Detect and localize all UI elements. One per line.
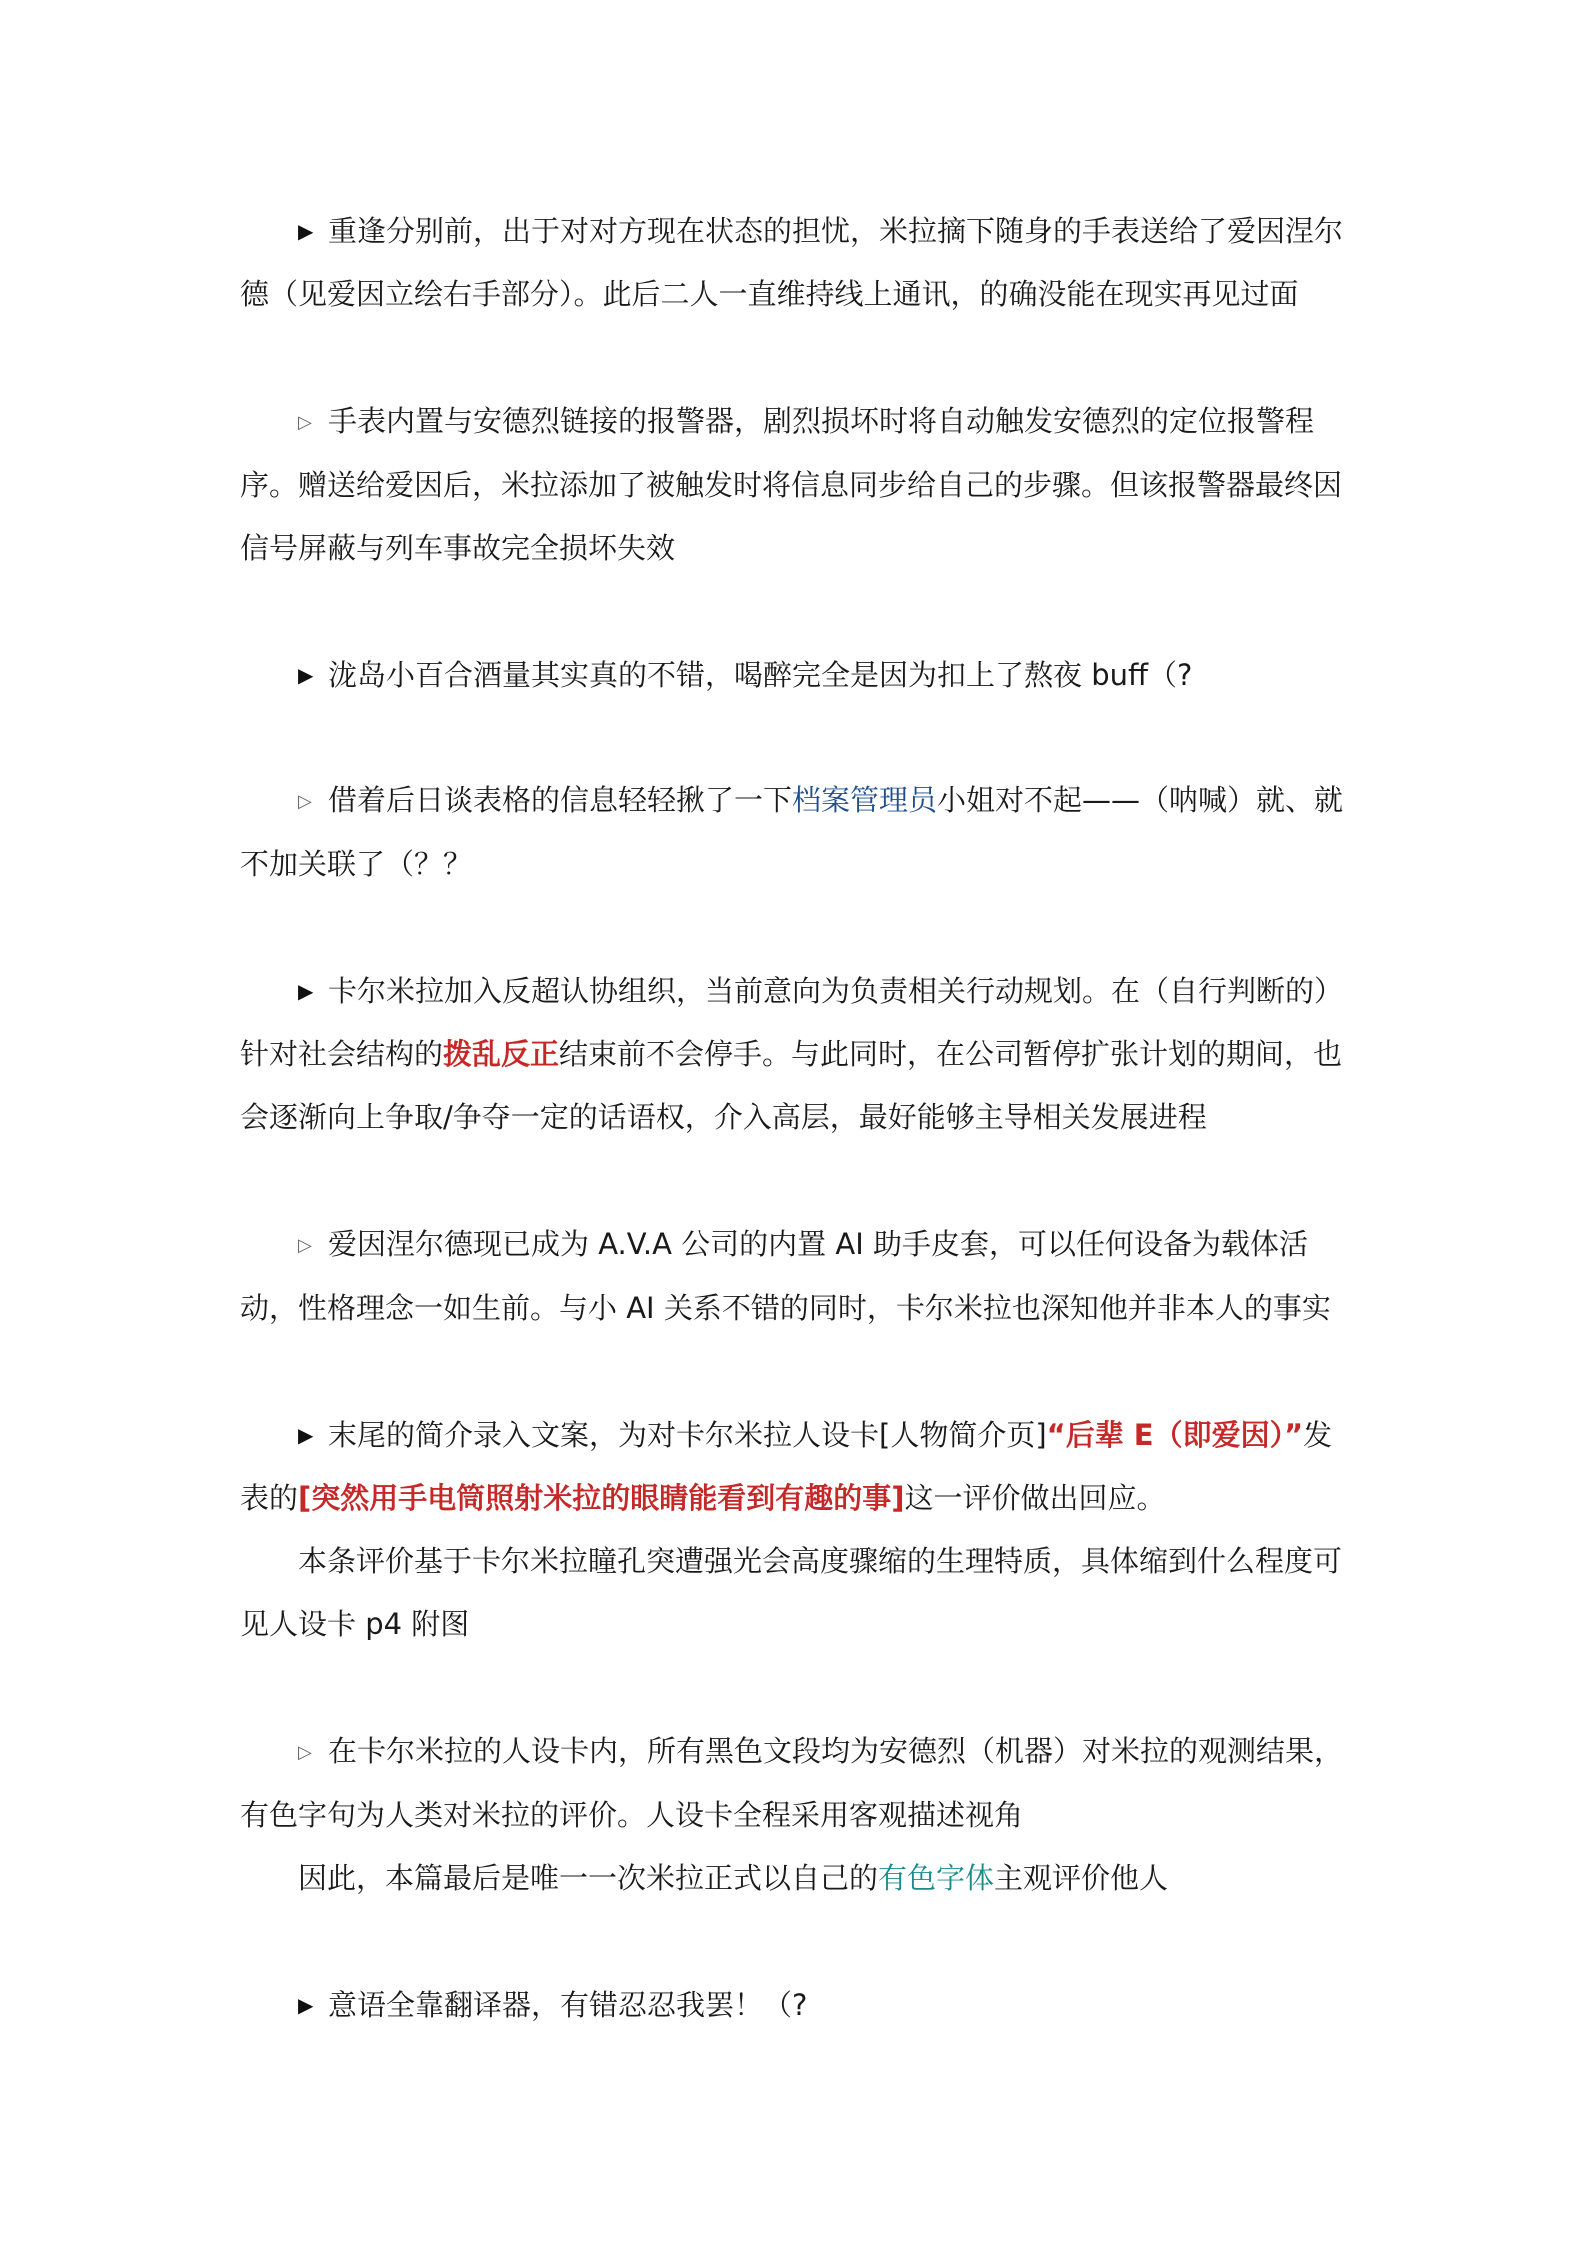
- note-8-follow-b: 主观评价他人: [994, 1861, 1169, 1895]
- note-9-text: 意语全靠翻译器，有错忍忍我罢！（?: [328, 1988, 808, 2022]
- note-3: [240, 644, 1360, 707]
- note-7-quote: “后辈 E（即爱因）”: [1046, 1418, 1304, 1452]
- note-9: [240, 1974, 1360, 2037]
- note-8-follow: [240, 1847, 1360, 1910]
- note-1: [240, 200, 1360, 326]
- note-5-highlight: 拨乱反正: [443, 1037, 560, 1071]
- filled-triangle-bullet-icon: ▶: [298, 219, 314, 243]
- note-7-bracket: [突然用手电筒照射米拉的眼睛能看到有趣的事]: [298, 1481, 905, 1515]
- note-2: [240, 390, 1360, 580]
- note-1-text: 重逢分别前，出于对对方现在状态的担忧，米拉摘下随身的手表送给了爱因涅尔德（见爱因立绘右手部分）。此后二人一直维持线上通讯，的确没能在现实再见过面: [240, 214, 1344, 311]
- hollow-triangle-bullet-icon: ▷: [298, 412, 312, 433]
- note-5-text-a: 卡尔米拉加入反超认协组织，当前意向为负责相关行动规划。在（自行判断的）针对社会结构的: [240, 974, 1344, 1071]
- note-6: [240, 1213, 1360, 1340]
- filled-triangle-bullet-icon: ▶: [298, 979, 314, 1003]
- note-4-text-a: 借着后日谈表格的信息轻轻揪了一下: [328, 783, 793, 817]
- note-8-text: 在卡尔米拉的人设卡内，所有黑色文段均为安德烈（机器）对米拉的观测结果，有色字句为人类对米拉的评价。人设卡全程采用客观描述视角: [240, 1734, 1344, 1832]
- note-8-follow-a: 因此，本篇最后是唯一一次米拉正式以自己的: [298, 1861, 879, 1895]
- filled-triangle-bullet-icon: ▶: [298, 1423, 314, 1447]
- note-8-color-text: 有色字体: [878, 1861, 995, 1895]
- hollow-triangle-bullet-icon: ▷: [298, 791, 312, 812]
- note-3-text: 泷岛小百合酒量其实真的不错，喝醉完全是因为扣上了熬夜 buff（?: [328, 658, 1193, 692]
- note-4-text-b: 小姐对不起——（呐喊）就、就不加关联了（？？: [240, 783, 1344, 881]
- note-7-text-a: 末尾的简介录入文案，为对卡尔米拉人设卡[人物简介页]: [328, 1418, 1047, 1452]
- note-4: [240, 769, 1360, 896]
- note-5: [240, 960, 1360, 1149]
- afterword-notes: [240, 200, 1360, 2037]
- note-7: [240, 1404, 1360, 1530]
- hollow-triangle-bullet-icon: ▷: [298, 1235, 312, 1256]
- filled-triangle-bullet-icon: ▶: [298, 663, 314, 687]
- note-8: [240, 1720, 1360, 1847]
- note-7-text-b: 发表的: [240, 1418, 1333, 1515]
- note-2-text: 手表内置与安德烈链接的报警器，剧烈损坏时将自动触发安德烈的定位报警程序。赠送给爱因后，米拉添加了被触发时将信息同步给自己的步骤。但该报警器最终因信号屏蔽与列车事故完全损坏失效: [240, 404, 1343, 565]
- note-7-text-c: 这一评价做出回应。: [904, 1481, 1166, 1515]
- note-6-text: 爱因涅尔德现已成为 A.V.A 公司的内置 AI 助手皮套，可以任何设备为载体活动，性格理念一如生前。与小 AI 关系不错的同时，卡尔米拉也深知他并非本人的事实: [240, 1227, 1331, 1325]
- note-7-follow: 本条评价基于卡尔米拉瞳孔突遭强光会高度骤缩的生理特质，具体缩到什么程度可见人设卡 p4 附图: [240, 1544, 1343, 1641]
- filled-triangle-bullet-icon: ▶: [298, 1993, 314, 2017]
- hollow-triangle-bullet-icon: ▷: [298, 1742, 312, 1763]
- note-5-text-b: 结束前不会停手。与此同时，在公司暂停扩张计划的期间，也会逐渐向上争取/争夺一定的话语权，介入高层，最好能够主导相关发展进程: [240, 1037, 1343, 1134]
- archive-keeper-link[interactable]: 档案管理员: [792, 783, 938, 817]
